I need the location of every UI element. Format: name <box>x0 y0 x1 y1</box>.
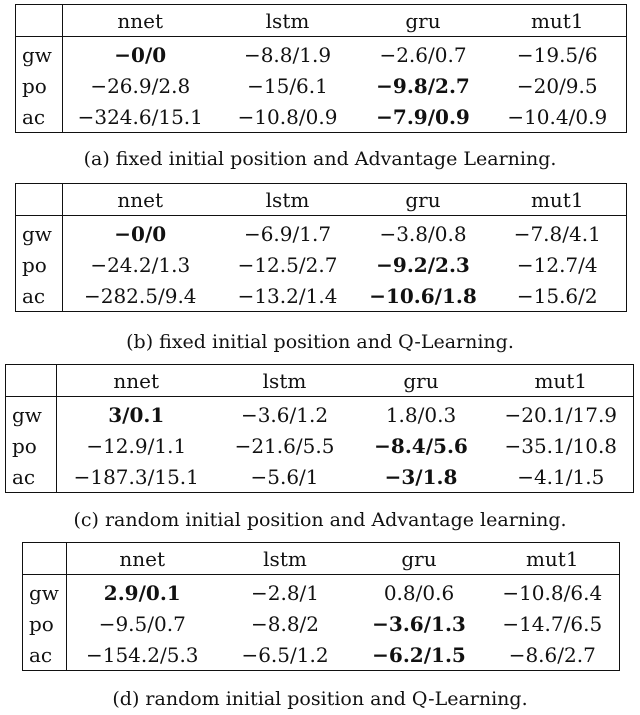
table-caption: (b) fixed initial position and Q-Learning. <box>126 331 514 353</box>
table-cell: −3.6/1.3 <box>372 611 466 636</box>
column-header: mut1 <box>489 184 627 216</box>
table-row <box>23 608 620 639</box>
table-cell: −15.6/2 <box>516 283 598 308</box>
corner-cell <box>16 5 63 37</box>
row-label: po <box>16 249 63 280</box>
table-cell: −3/1.8 <box>384 464 458 489</box>
table-row <box>16 249 627 280</box>
table-cell: −21.6/5.5 <box>234 433 335 458</box>
table-cell: −3.8/0.8 <box>379 221 467 246</box>
column-header: mut1 <box>489 5 627 37</box>
row-label: ac <box>16 280 63 312</box>
table-caption: (c) random initial position and Advantage learning. <box>73 509 567 531</box>
row-label: gw <box>6 397 57 431</box>
table-cell: −15/6.1 <box>247 73 328 98</box>
table-row <box>23 575 620 609</box>
table-b-block <box>15 183 627 312</box>
results-table <box>15 4 627 133</box>
table-caption: (a) fixed initial position and Advantage Learning. <box>83 148 557 170</box>
row-label: po <box>16 70 63 101</box>
column-header: gru <box>358 5 489 37</box>
table-cell: −7.9/0.9 <box>376 104 470 129</box>
table-cell: −4.1/1.5 <box>517 464 605 489</box>
table-cell: −8.8/1.9 <box>243 42 332 67</box>
table-cell: −10.8/0.9 <box>237 104 338 129</box>
table-caption: (d) random initial position and Q-Learning. <box>112 688 528 710</box>
table-row <box>6 461 634 493</box>
table-cell: −2.8/1 <box>250 580 320 605</box>
column-header: mut1 <box>489 365 634 397</box>
table-row <box>16 216 627 250</box>
table-cell: −20/9.5 <box>516 73 598 98</box>
row-label: gw <box>16 37 63 71</box>
table-cell: −8.4/5.6 <box>374 433 468 458</box>
table-cell: 3/0.1 <box>108 402 165 427</box>
table-a-block <box>15 4 627 133</box>
table-cell: −12.5/2.7 <box>237 252 338 277</box>
table-cell: −0/0 <box>114 42 167 67</box>
table-cell: −9.2/2.3 <box>376 252 470 277</box>
table-cell: −282.5/9.4 <box>83 283 197 308</box>
table-cell: −12.7/4 <box>516 252 598 277</box>
table-cell: −8.6/2.7 <box>508 642 596 667</box>
corner-cell <box>6 365 57 397</box>
column-header: nnet <box>63 184 218 216</box>
table-cell: −3.6/1.2 <box>240 402 329 427</box>
table-cell: −324.6/15.1 <box>77 104 203 129</box>
table-cell: −0/0 <box>114 221 167 246</box>
table-cell: −19.5/6 <box>516 42 598 67</box>
row-label: gw <box>23 575 67 609</box>
table-cell: −9.5/0.7 <box>98 611 186 636</box>
table-cell: 1.8/0.3 <box>385 402 457 427</box>
column-header: gru <box>353 543 486 575</box>
table-row <box>16 280 627 312</box>
table-c-block <box>5 364 634 493</box>
column-header: gru <box>354 365 489 397</box>
column-header: nnet <box>67 543 218 575</box>
column-header: gru <box>358 184 489 216</box>
table-cell: 0.8/0.6 <box>383 580 455 605</box>
table-cell: −13.2/1.4 <box>237 283 338 308</box>
table-row <box>16 70 627 101</box>
table-d-block <box>22 542 620 671</box>
row-label: ac <box>16 101 63 133</box>
table-cell: −14.7/6.5 <box>502 611 603 636</box>
table-cell: −7.8/4.1 <box>513 221 601 246</box>
column-header: lstm <box>218 184 358 216</box>
table-cell: −8.8/2 <box>250 611 320 636</box>
table-row <box>23 639 620 671</box>
table-cell: −187.3/15.1 <box>73 464 199 489</box>
header-row <box>23 543 620 575</box>
row-label: ac <box>6 461 57 493</box>
column-header: lstm <box>218 543 353 575</box>
table-cell: −10.8/6.4 <box>502 580 603 605</box>
row-label: gw <box>16 216 63 250</box>
table-cell: 2.9/0.1 <box>103 580 181 605</box>
table-cell: −20.1/17.9 <box>504 402 618 427</box>
results-table <box>15 183 627 312</box>
row-label: po <box>6 430 57 461</box>
table-cell: −2.6/0.7 <box>379 42 467 67</box>
corner-cell <box>16 184 63 216</box>
column-header: lstm <box>218 5 358 37</box>
row-label: po <box>23 608 67 639</box>
table-row <box>16 101 627 133</box>
column-header: nnet <box>57 365 216 397</box>
table-row <box>16 37 627 71</box>
column-header: lstm <box>216 365 354 397</box>
table-cell: −26.9/2.8 <box>90 73 191 98</box>
table-cell: −154.2/5.3 <box>85 642 199 667</box>
table-cell: −6.5/1.2 <box>241 642 329 667</box>
corner-cell <box>23 543 67 575</box>
header-row <box>16 5 627 37</box>
header-row <box>6 365 634 397</box>
table-row <box>6 397 634 431</box>
table-cell: −6.2/1.5 <box>372 642 466 667</box>
table-cell: −10.4/0.9 <box>507 104 608 129</box>
header-row <box>16 184 627 216</box>
table-cell: −35.1/10.8 <box>504 433 618 458</box>
table-row <box>6 430 634 461</box>
table-cell: −24.2/1.3 <box>90 252 191 277</box>
table-cell: −9.8/2.7 <box>376 73 470 98</box>
table-cell: −12.9/1.1 <box>86 433 187 458</box>
row-label: ac <box>23 639 67 671</box>
results-table <box>5 364 634 493</box>
table-cell: −10.6/1.8 <box>369 283 477 308</box>
column-header: nnet <box>63 5 218 37</box>
column-header: mut1 <box>486 543 620 575</box>
table-cell: −6.9/1.7 <box>243 221 332 246</box>
results-table <box>22 542 620 671</box>
table-cell: −5.6/1 <box>250 464 319 489</box>
